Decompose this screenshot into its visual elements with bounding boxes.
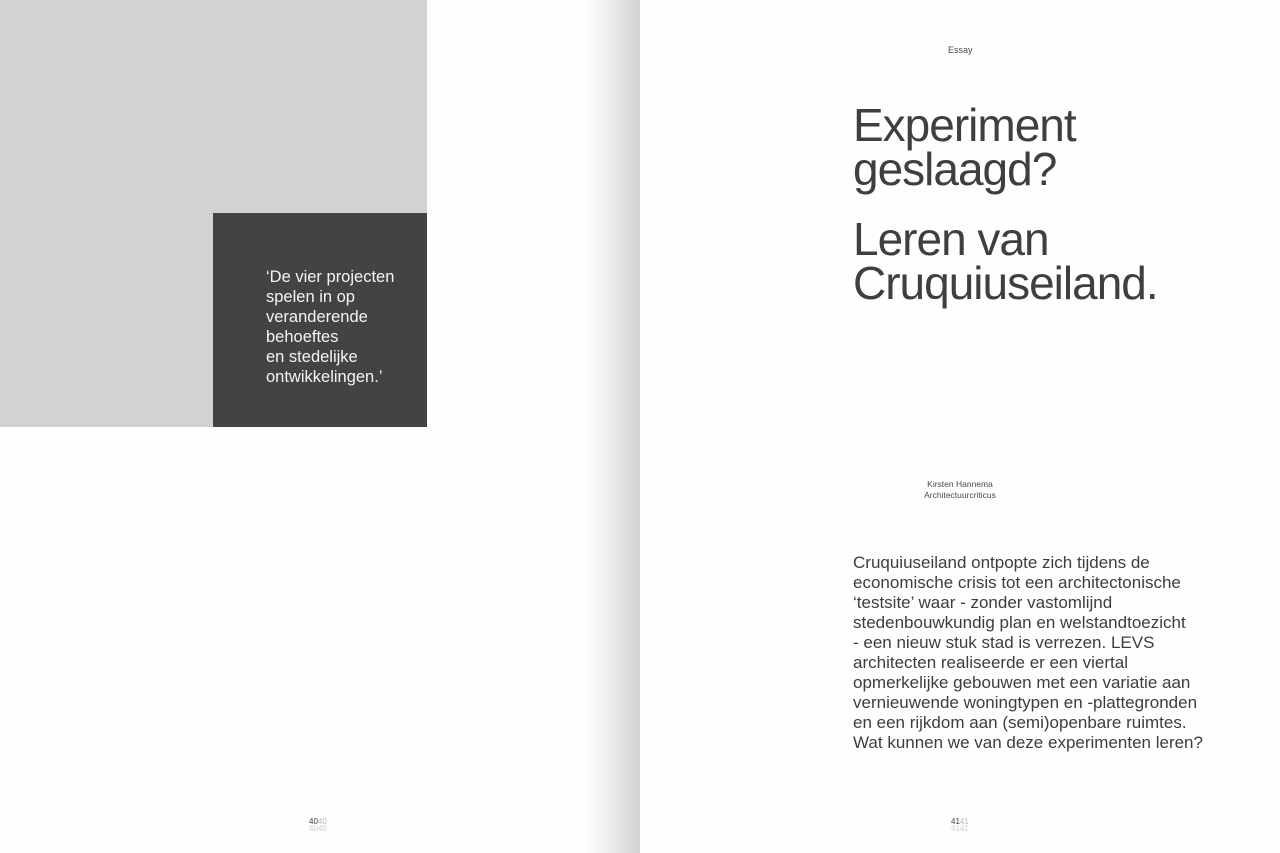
- page-number-ghost: 40: [317, 817, 327, 826]
- article-title: Experiment geslaagd?: [853, 99, 1076, 195]
- article-subtitle: Leren van Cruquiuseiland.: [853, 213, 1158, 309]
- page-number-ghost-offset: 4040: [309, 824, 327, 833]
- author-name: Kirsten Hannema: [927, 479, 993, 489]
- page-number: 40: [309, 817, 318, 826]
- intro-paragraph: Cruquiuseiland ontpopte zich tijdens de economische crisis tot een architectonische ‘testsite’ waar - zonder vastomlijnd stedenbouwkundig plan en welstandtoezicht - een nieuw stuk stad is verrezen. LEVS architecten realiseerde er een viertal opmerkelijke gebouwen met een variatie aan vernieuwende woningtypen en -plattegronden en een rijkdom aan (semi)openbare ruimtes. Wat kunnen we van deze experimenten leren?: [853, 553, 1203, 752]
- page-number-right: [951, 817, 969, 833]
- page-number-left: [309, 817, 327, 833]
- pull-quote: ‘De vier projecten spelen in op veranderende behoeftes en stedelijke ontwikkelingen.’: [266, 268, 395, 386]
- pull-quote-box: [213, 213, 427, 427]
- section-label: Essay: [948, 45, 973, 55]
- author-role: Architectuurcriticus: [924, 490, 996, 500]
- book-gutter: [585, 0, 640, 853]
- page-number-ghost-offset: 4141: [951, 824, 969, 833]
- page-number-ghost: 41: [959, 817, 969, 826]
- left-page: [0, 0, 585, 853]
- author-block: [900, 479, 1020, 501]
- right-page: [640, 0, 1280, 853]
- page-number: 41: [951, 817, 960, 826]
